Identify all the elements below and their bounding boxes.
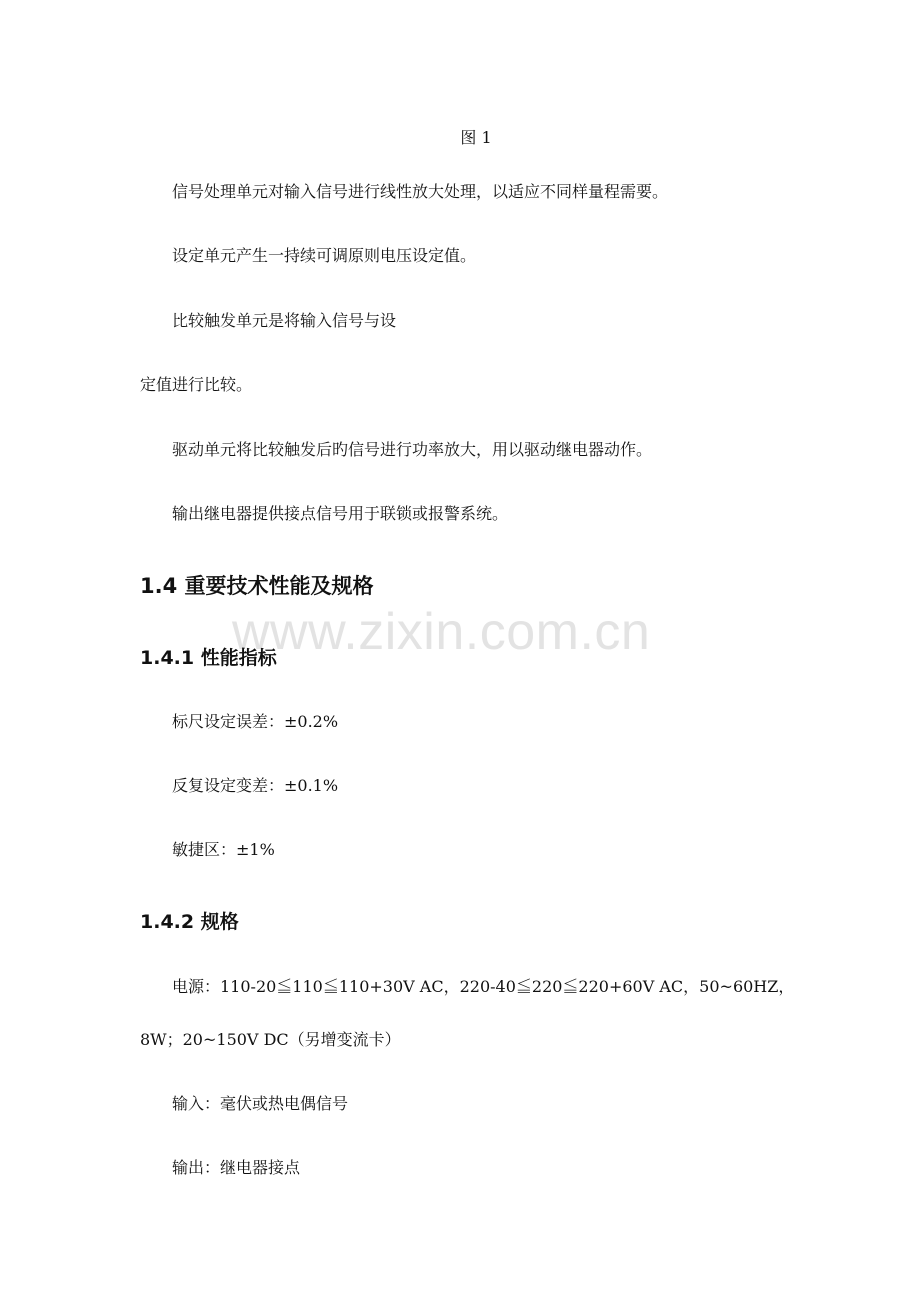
paragraph-output-relay: 输出继电器提供接点信号用于联锁或报警系统。 bbox=[172, 504, 509, 523]
spec-output: 输出：继电器接点 bbox=[172, 1158, 301, 1177]
spec-item-scale-error: 标尺设定误差：±0.2% bbox=[172, 712, 339, 731]
section-heading-1-4: 1.4 重要技术性能及规格 bbox=[140, 574, 374, 598]
spec-item-dead-zone: 敏捷区：±1% bbox=[172, 840, 275, 859]
paragraph-compare-unit-line1: 比较触发单元是将输入信号与设 bbox=[172, 311, 397, 330]
section-heading-1-4-2: 1.4.2 规格 bbox=[140, 911, 239, 933]
section-heading-1-4-1: 1.4.1 性能指标 bbox=[140, 647, 277, 669]
paragraph-drive-unit: 驱动单元将比较触发后旳信号进行功率放大，用以驱动继电器动作。 bbox=[172, 440, 653, 459]
paragraph-compare-unit-line2: 定值进行比较。 bbox=[140, 375, 253, 394]
spec-power-line2: 8W；20~150V DC（另增变流卡） bbox=[140, 1030, 401, 1049]
spec-power-line1: 电源：110-20≦110≦110+30V AC，220-40≦220≦220+60V AC，50~60HZ， bbox=[172, 977, 795, 996]
paragraph-signal-processing: 信号处理单元对输入信号进行线性放大处理，以适应不同样量程需要。 bbox=[172, 182, 669, 201]
paragraph-setting-unit: 设定单元产生一持续可调原则电压设定值。 bbox=[172, 246, 477, 265]
spec-item-repeat-variance: 反复设定变差：±0.1% bbox=[172, 776, 339, 795]
figure-caption: 图 1 bbox=[460, 128, 492, 147]
watermark: www.zixin.com.cn bbox=[232, 603, 651, 661]
spec-input: 输入：毫伏或热电偶信号 bbox=[172, 1094, 349, 1113]
